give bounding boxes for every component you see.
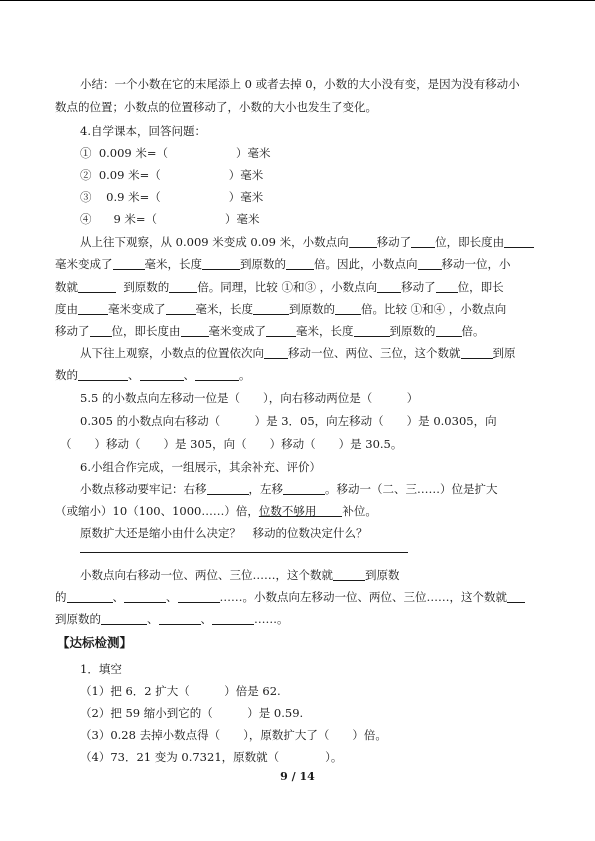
q5-line-2: 0.305 的小数点向右移动（ ）是 3．05，向左移动（ ）是 0.0305，向 xyxy=(80,414,497,428)
top-border xyxy=(0,0,595,1)
q4-item-1: ① 0.009 米=（ ）毫米 xyxy=(80,146,271,160)
q4-para-line-4: 度由 毫米变成了 毫米，长度 到原数的 倍。比较 ①和④ ，小数点向 xyxy=(55,302,507,316)
q4-item-4: ④ 9 米=（ ）毫米 xyxy=(80,212,260,226)
q4-item-2: ② 0.09 米=（ ）毫米 xyxy=(80,168,264,182)
q6-line-1: 小数点移动要牢记：右移 ，左移 。移动一（二、三……）位是扩大 xyxy=(80,482,498,496)
q6-line-3: 原数扩大还是缩小由什么决定？ 移动的位数决定什么？ xyxy=(80,526,368,540)
summary-line-2: 数点的位置；小数点的位置移动了，小数的大小也发生了变化。 xyxy=(55,100,377,114)
page-number: 9 / 14 xyxy=(280,770,315,783)
q6-line-4: 小数点向右移动一位、两位、三位……，这个数就 到原数 xyxy=(80,568,400,582)
q6-line-6: 到原数的 、 、 ……。 xyxy=(55,612,289,626)
q4-para-line-6: 从下往上观察，小数点的位置依次向 移动一位、两位、三位，这个数就 到原 xyxy=(80,346,516,360)
q4-para-line-7: 数的 、 、 。 xyxy=(55,368,251,382)
q4-para-line-1: 从上往下观察，从 0.009 米变成 0.09 米，小数点向 移动了 位，即长度由 xyxy=(80,235,534,249)
q4-item-3: ③ 0.9 米=（ ）毫米 xyxy=(80,190,264,204)
q4-para-line-2: 毫米变成了 毫米，长度 到原数的 倍。因此，小数点向 移动一位，小 xyxy=(55,257,511,271)
q6-line-5: 的 、 、 ……。小数点向左移动一位、两位、三位……，这个数就 xyxy=(55,590,525,604)
fill-item-4: （4）73．21 变为 0.7321，原数就（ ）。 xyxy=(80,750,343,764)
q5-line-3: （ ）移动（ ）是 305，向（ ）移动（ ）是 30.5。 xyxy=(60,437,403,451)
q6-title: 6.小组合作完成，一组展示，其余补充、评价） xyxy=(80,460,321,474)
q6-line-2: （或缩小）10（100、1000……）倍，位数不够用 补位。 xyxy=(55,504,377,518)
q5-line-1: 5.5 的小数点向左移动一位是（ ），向右移动两位是（ ） xyxy=(80,391,419,405)
fill-item-2: （2）把 59 缩小到它的（ ）是 0.59. xyxy=(80,706,304,720)
answer-line xyxy=(80,552,408,553)
q4-para-line-3: 数就 到原数的 倍。同理，比较 ①和③ ，小数点向 移动了 位，即长 xyxy=(55,280,504,294)
fill-item-3: （3）0.28 去掉小数点得（ ），原数扩大了（ ）倍。 xyxy=(80,728,387,742)
summary-line-1: 小结：一个小数在它的末尾添上 0 或者去掉 0，小数的大小没有变，是因为没有移动小 xyxy=(80,77,520,91)
fill-item-1: （1）把 6．2 扩大（ ）倍是 62. xyxy=(80,684,281,698)
q4-para-line-5: 移动了 位，即长度由 毫米变成了 毫米，长度 到原数的 倍。 xyxy=(55,324,485,338)
q4-title: 4.自学课本，回答问题： xyxy=(80,124,206,138)
fill-title: 1．填空 xyxy=(80,662,122,676)
check-heading: 【达标检测】 xyxy=(57,635,133,650)
